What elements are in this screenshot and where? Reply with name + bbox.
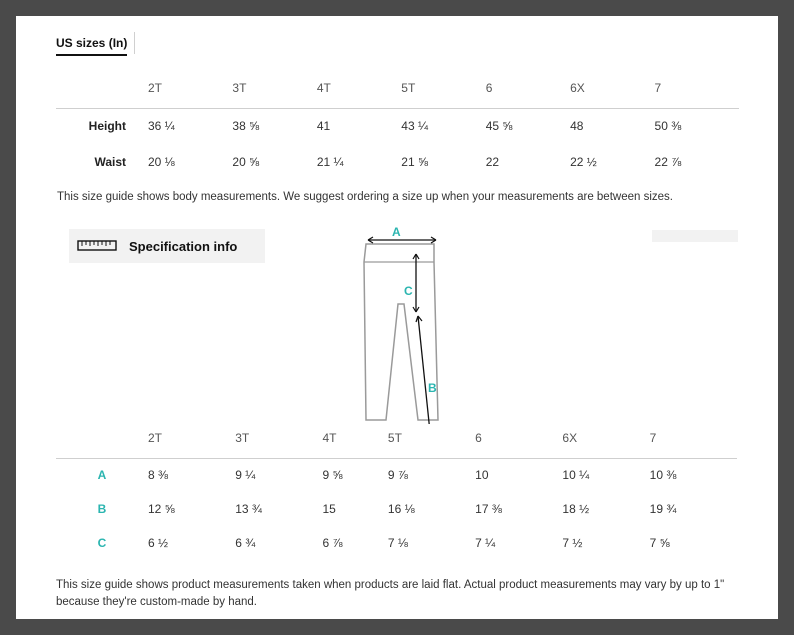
table-cell: 7 ⅛ <box>387 536 408 550</box>
column-header: 7 <box>655 68 739 108</box>
column-header: 4T <box>323 418 388 458</box>
table-cell: 43 ¼ <box>401 119 428 134</box>
specification-header <box>69 229 265 263</box>
table-cell: 9 ⅞ <box>387 468 408 483</box>
leggings-diagram <box>356 224 446 424</box>
table-header-row <box>56 418 737 458</box>
tab-us-sizes[interactable]: US sizes (In) <box>56 36 127 56</box>
table-cell: 17 ⅜ <box>475 502 502 516</box>
table-cell: 48 <box>570 119 584 134</box>
table-row <box>56 458 737 492</box>
table-cell: 6 ¾ <box>235 536 256 550</box>
column-header: 6X <box>570 68 654 108</box>
diagram-label-a: A <box>392 225 401 239</box>
table-cell: 22 ⅞ <box>654 155 682 169</box>
table-cell: 50 ⅜ <box>654 119 682 134</box>
table-cell: 41 <box>316 119 331 134</box>
column-header: 7 <box>650 418 737 458</box>
column-header: 6 <box>486 68 570 108</box>
column-header: 6 <box>475 418 562 458</box>
decorative-bar <box>652 230 738 242</box>
table-cell: 9 ⅝ <box>322 468 343 483</box>
table-cell: 10 <box>475 468 489 483</box>
table-cell: 16 ⅛ <box>387 502 415 516</box>
product-measurements-table <box>56 418 737 560</box>
table-cell: 45 ⅝ <box>485 119 513 134</box>
table-row <box>56 526 737 560</box>
row-label-height: Height <box>88 119 126 134</box>
column-header: 2T <box>148 418 235 458</box>
table-cell: 6 ½ <box>148 536 169 550</box>
measure-b-line <box>418 316 430 424</box>
table-cell: 7 ½ <box>562 536 583 550</box>
table-cell: 38 ⅝ <box>232 119 260 134</box>
table-header-row <box>56 68 739 108</box>
column-header: 4T <box>317 68 401 108</box>
table-cell: 22 ½ <box>570 155 597 169</box>
diagram-label-c: C <box>404 284 413 298</box>
table-cell: 15 <box>322 502 336 516</box>
table-cell: 18 ½ <box>562 502 590 516</box>
table-row <box>56 108 739 144</box>
table-cell: 21 ⅝ <box>401 155 428 169</box>
table-cell: 19 ¾ <box>649 502 677 516</box>
table-row <box>56 144 739 180</box>
header-spacer <box>56 418 148 458</box>
row-label-waist: Waist <box>94 155 126 169</box>
column-header: 5T <box>388 418 475 458</box>
row-label-c: C <box>97 536 107 550</box>
table-cell: 8 ⅜ <box>148 468 169 483</box>
row-label-a: A <box>97 468 107 483</box>
table-cell: 20 ⅝ <box>232 155 260 169</box>
size-guide-panel <box>16 16 778 619</box>
table-row <box>56 492 737 526</box>
column-header: 2T <box>148 68 232 108</box>
product-measurements-note: This size guide shows product measurements taken when products are laid flat. Actual product measurements may vary by up to 1" because they're custom-made by hand. <box>56 579 725 608</box>
header-spacer <box>56 68 148 108</box>
table-cell: 6 ⅞ <box>322 536 343 550</box>
leggings-outline <box>364 244 438 420</box>
table-cell: 36 ¼ <box>148 119 175 134</box>
table-cell: 7 ¼ <box>475 536 496 550</box>
table-cell: 20 ⅛ <box>148 155 175 169</box>
ruler-icon <box>77 239 117 253</box>
row-label-b: B <box>97 502 107 516</box>
column-header: 3T <box>232 68 316 108</box>
table-cell: 10 ⅜ <box>649 468 677 483</box>
column-header: 5T <box>401 68 485 108</box>
tab-divider <box>134 32 135 54</box>
table-cell: 12 ⅝ <box>148 502 175 516</box>
table-cell: 7 ⅝ <box>649 536 670 550</box>
table-cell: 22 <box>485 155 500 169</box>
table-cell: 13 ¾ <box>235 502 262 516</box>
column-header: 3T <box>235 418 322 458</box>
specification-title: Specification info <box>129 238 238 254</box>
diagram-label-b: B <box>428 381 437 395</box>
column-header: 6X <box>562 418 649 458</box>
table-cell: 21 ¼ <box>316 155 344 169</box>
body-measurements-table <box>56 68 739 180</box>
table-cell: 9 ¼ <box>235 468 256 483</box>
body-measurements-note: This size guide shows body measurements. We suggest ordering a size up when your measurements are between sizes. <box>57 191 673 203</box>
table-cell: 10 ¼ <box>562 468 590 483</box>
